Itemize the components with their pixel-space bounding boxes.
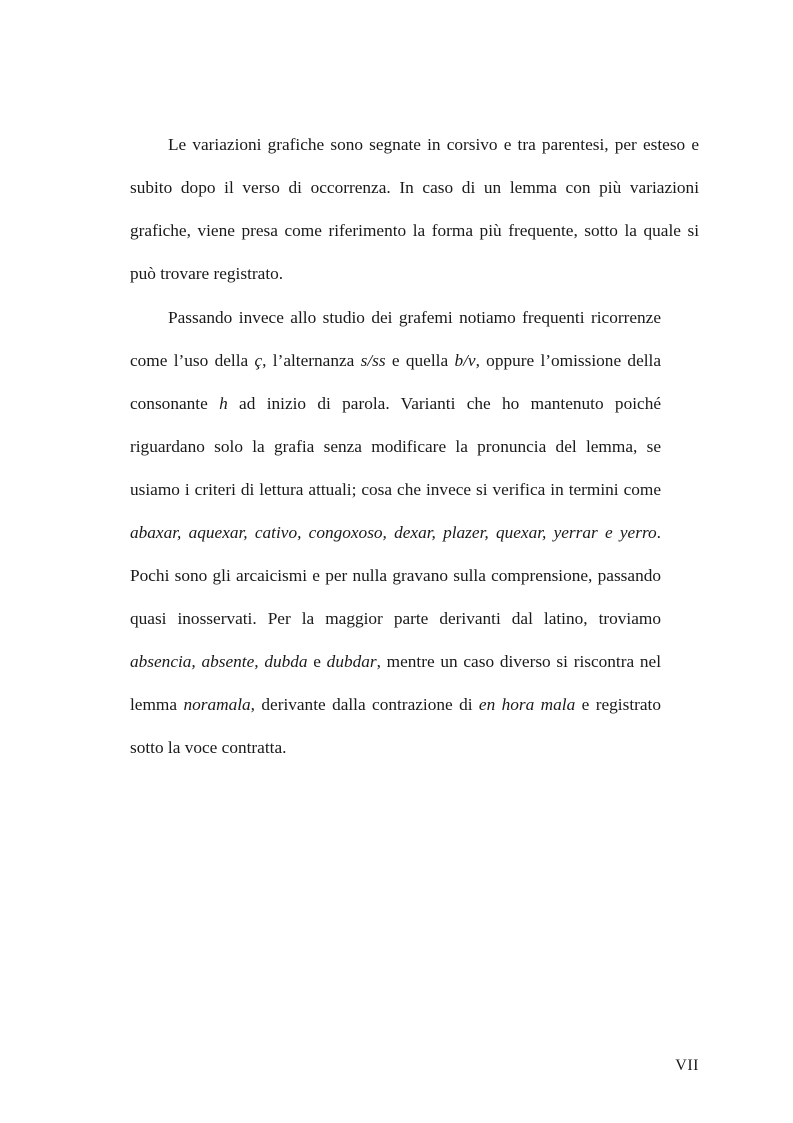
paragraph-2-text: ad inizio di parola. Varianti che ho mantenuto poiché riguardano solo la grafia senza modificare la pronuncia del lemma, se usiamo i criteri di lettura attuali; cosa che invece si verifica in termini come: [130, 394, 661, 499]
italic-term: abaxar, aquexar, cativo, congoxoso, dexar, plazer, quexar, yerrar e yerro: [130, 523, 657, 542]
paragraph-2-text: Passando invece allo studio dei grafemi notiamo frequenti ricorrenze come l’uso della: [130, 308, 661, 370]
italic-term: b/v: [454, 351, 476, 370]
paragraph-2-text: e registrato sotto la voce contratta.: [130, 695, 661, 757]
paragraph-2-text: , derivante dalla contrazione di: [250, 695, 479, 714]
paragraph-2-text: e: [307, 652, 327, 671]
page-number: VII: [675, 1057, 699, 1074]
paragraph-1: [130, 123, 699, 295]
italic-term: h: [219, 394, 228, 413]
italic-term: ç: [254, 351, 263, 370]
paragraph-2: [130, 296, 661, 769]
paragraph-2-text: e quella: [385, 351, 455, 370]
italic-term: en hora mala: [478, 695, 576, 714]
paragraph-2-text: , oppure l’omissione della consonante: [130, 351, 662, 413]
paragraph-1-text: Le variazioni grafiche sono segnate in corsivo e tra parentesi, per esteso e subito dopo il verso di occorrenza. In caso di un lemma con più variazioni grafiche, viene presa come riferimento la forma più frequente, sotto la quale si può trovare registrato.: [130, 135, 699, 283]
italic-term: s/ss: [360, 351, 386, 370]
paragraph-2-text: , l’alternanza: [262, 351, 361, 370]
italic-term: dubdar: [326, 652, 377, 671]
paragraph-2-text: . Pochi sono gli arcaicismi e per nulla gravano sulla comprensione, passando quasi inosservati. Per la maggior parte derivanti dal latino, troviamo: [130, 523, 661, 628]
italic-term: absencia, absente, dubda: [130, 652, 308, 671]
paragraph-2-text: , mentre un caso diverso si riscontra nel lemma: [130, 652, 661, 714]
italic-term: noramala: [183, 695, 251, 714]
